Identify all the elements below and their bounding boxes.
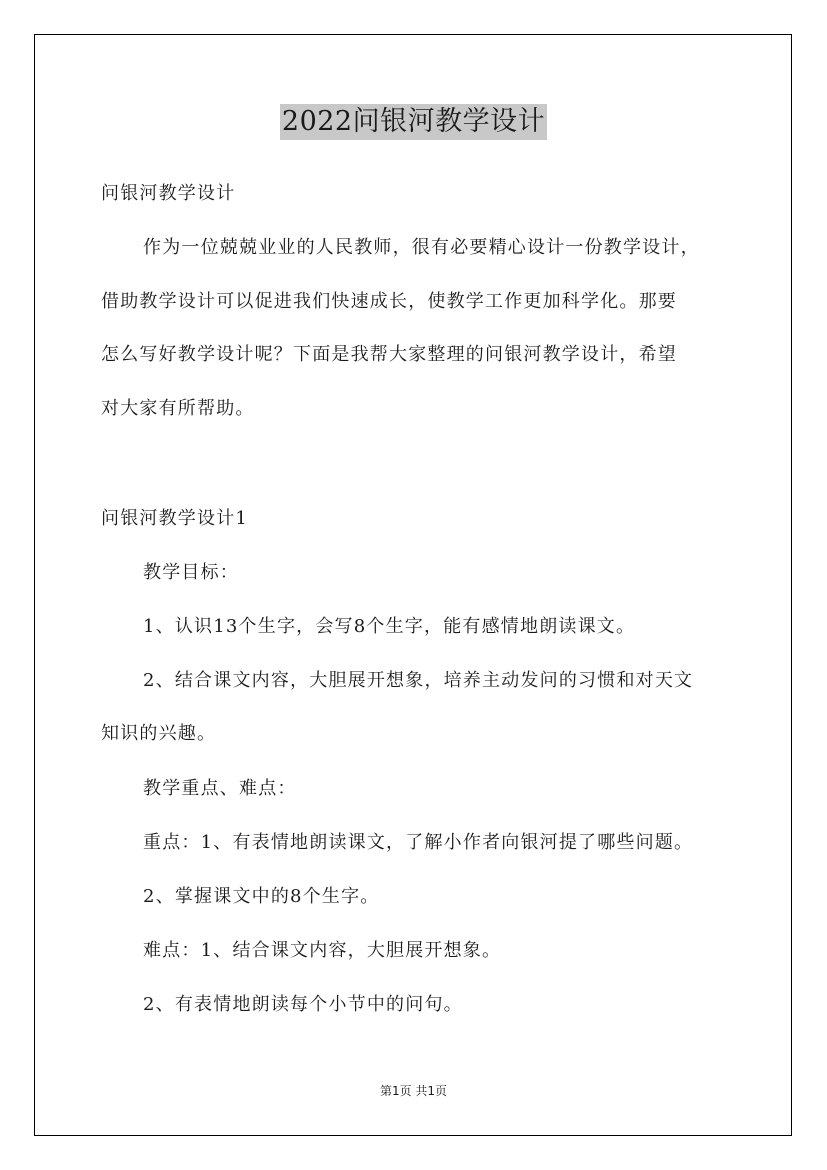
goal-item-1: 1、认识13个生字，会写8个生字，能有感情地朗读课文。	[143, 616, 636, 637]
difficulty-1: 难点：1、结合课文内容，大胆展开想象。	[143, 940, 502, 961]
key-points-heading: 教学重点、难点：	[143, 778, 297, 799]
section-heading: 问银河教学设计	[101, 183, 236, 204]
intro-line-1: 作为一位兢兢业业的人民教师，很有必要精心设计一份教学设计，	[143, 237, 700, 258]
document-title: 2022问银河教学设计	[280, 104, 547, 140]
goal-item-2-continued: 知识的兴趣。	[101, 723, 217, 744]
teaching-goals-heading: 教学目标：	[143, 562, 239, 583]
title-container	[0, 104, 827, 140]
key-point-1: 重点：1、有表情地朗读课文，了解小作者向银河提了哪些问题。	[143, 832, 694, 853]
goal-item-2: 2、结合课文内容，大胆展开想象，培养主动发问的习惯和对天文	[143, 670, 694, 691]
intro-line-3: 怎么写好教学设计呢？下面是我帮大家整理的问银河教学设计，希望	[101, 344, 677, 365]
subheading-1: 问银河教学设计1	[101, 508, 249, 529]
page-footer: 第1页 共1页	[379, 1084, 448, 1098]
intro-line-4: 对大家有所帮助。	[101, 398, 255, 419]
key-point-2: 2、掌握课文中的8个生字。	[143, 886, 380, 907]
difficulty-2: 2、有表情地朗读每个小节中的问句。	[143, 994, 463, 1015]
intro-line-2: 借助教学设计可以促进我们快速成长，使教学工作更加科学化。那要	[101, 291, 677, 312]
